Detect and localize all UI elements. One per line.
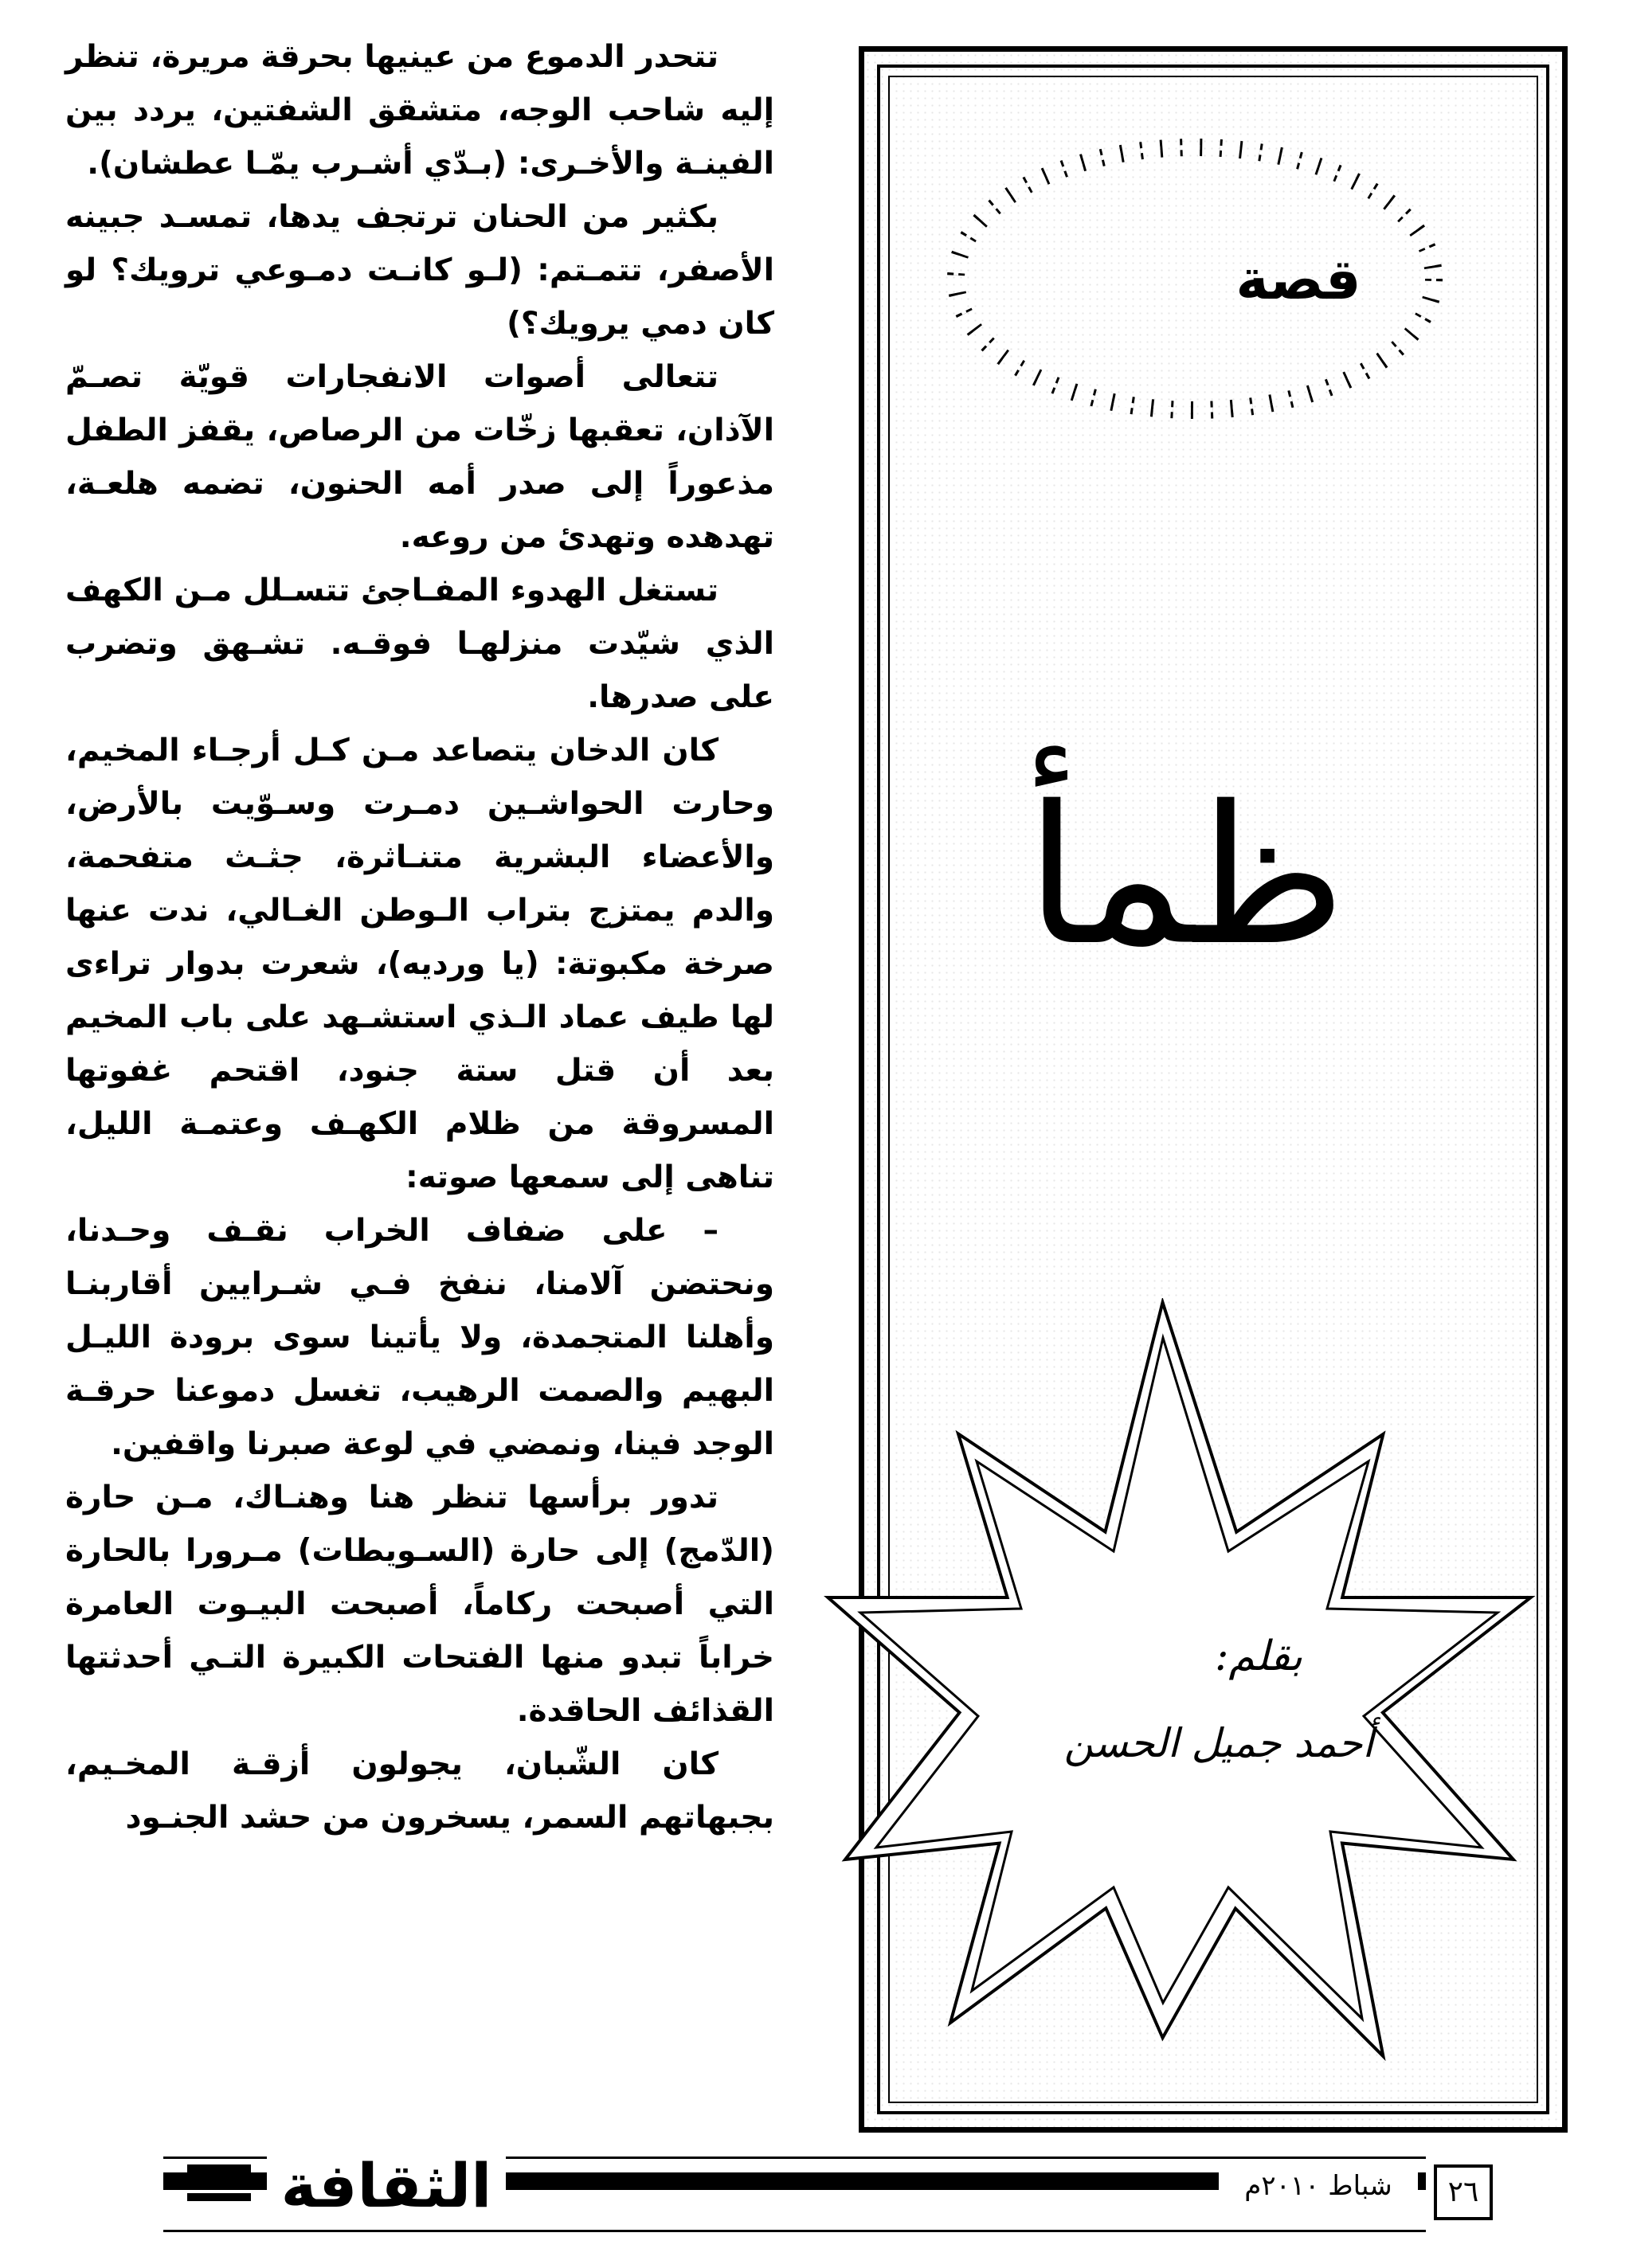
byline-label: بقلم: (1214, 1633, 1303, 1680)
page-number: ٢٦ (1434, 2164, 1493, 2220)
issue-date: شباط ٢٠١٠م (1219, 2170, 1418, 2202)
genre-label: قصة (1235, 247, 1361, 312)
article-body (65, 30, 774, 1844)
article-title: ظمأ (1025, 764, 1346, 987)
article-paragraph: تستغل الهدوء المفـاجئ تتسـلل مـن الكهف الذي شيّدت منزلهـا فوقـه. تشـهق وتضرب على صدرها. (65, 573, 774, 715)
article-paragraph: تتحدر الدموع من عينيها بحرقة مريرة، تنظر إليه شاحب الوجه، متشقق الشفتين، يردد بين الفينـة والأخـرى: (بـدّي أشـرب يمّـا عطشان). (65, 39, 774, 182)
starburst-icon (820, 1298, 1537, 2063)
author-name: أحمد جميل الحسن (1063, 1720, 1374, 1766)
article-paragraph: بكثير من الحنان ترتجف يدها، تمسـد جبينه الأصفر، تتمـتم: (لـو كانـت دمـوعي ترويك؟ لو كان دمي يرويك؟) (65, 199, 774, 342)
footer-lines-ornament-icon (187, 2164, 251, 2212)
article-paragraph: تدور برأسها تنظر هنا وهنـاك، مـن حارة (الدّمج) إلى حارة (السـويطات) مـرورا بالحارة التي أصبحت ركاماً، أصبحت البيـوت العامرة خراباً تبدو منها الفتحات الكبيرة التـي أحدثتها القذائف الحاقدة. (65, 1480, 774, 1729)
article-paragraph: كان الدخان يتصاعد مـن كـل أرجـاء المخيم، وحارت الحواشـين دمـرت وسـوّيت بالأرض، والأعضاء البشرية متنـاثرة، جثـث متفحمة، والدم يمتزج بتراب الـوطن الغـالي، ندت عنها صرخة مكبوتة: (يا ورديه)، شعرت بدوار تراءى لها طيف عماد الـذي استشـهد على باب المخيم بعد أن قتل ستة جنود، اقتحم غفوتها المسروقة من ظلام الكهـف وعتمـة الليل، تناهى إلى سمعها صوته: (65, 733, 774, 1195)
footer-rule-bottom (163, 2230, 1426, 2232)
article-paragraph: تتعالى أصوات الانفجارات قويّة تصـمّ الآذان، تعقبها زخّات من الرصاص، يقفز الطفل مذعوراً إلى صدر أمه الحنون، تضمه هلعـة، تهدهده وتهدئ من روعه. (65, 359, 774, 555)
article-paragraph: – على ضفاف الخراب نقـف وحـدنا، ونحتضن آلامنا، ننفخ فـي شـرايين أقاربنـا وأهلنا المتجمدة، ولا يأتينا سوى برودة الليـل البهيم والصمت الرهيب، تغسل دموعنا حرقـة الوجد فينا، ونمضي في لوعة صبرنا واقفين. (65, 1213, 774, 1462)
article-paragraph: كان الشّبان، يجولون أزقـة المخـيم، بجبهاتهم السمر، يسخرون من حشد الجنـود (65, 1746, 774, 1836)
magazine-name: الثقافة (267, 2150, 506, 2222)
